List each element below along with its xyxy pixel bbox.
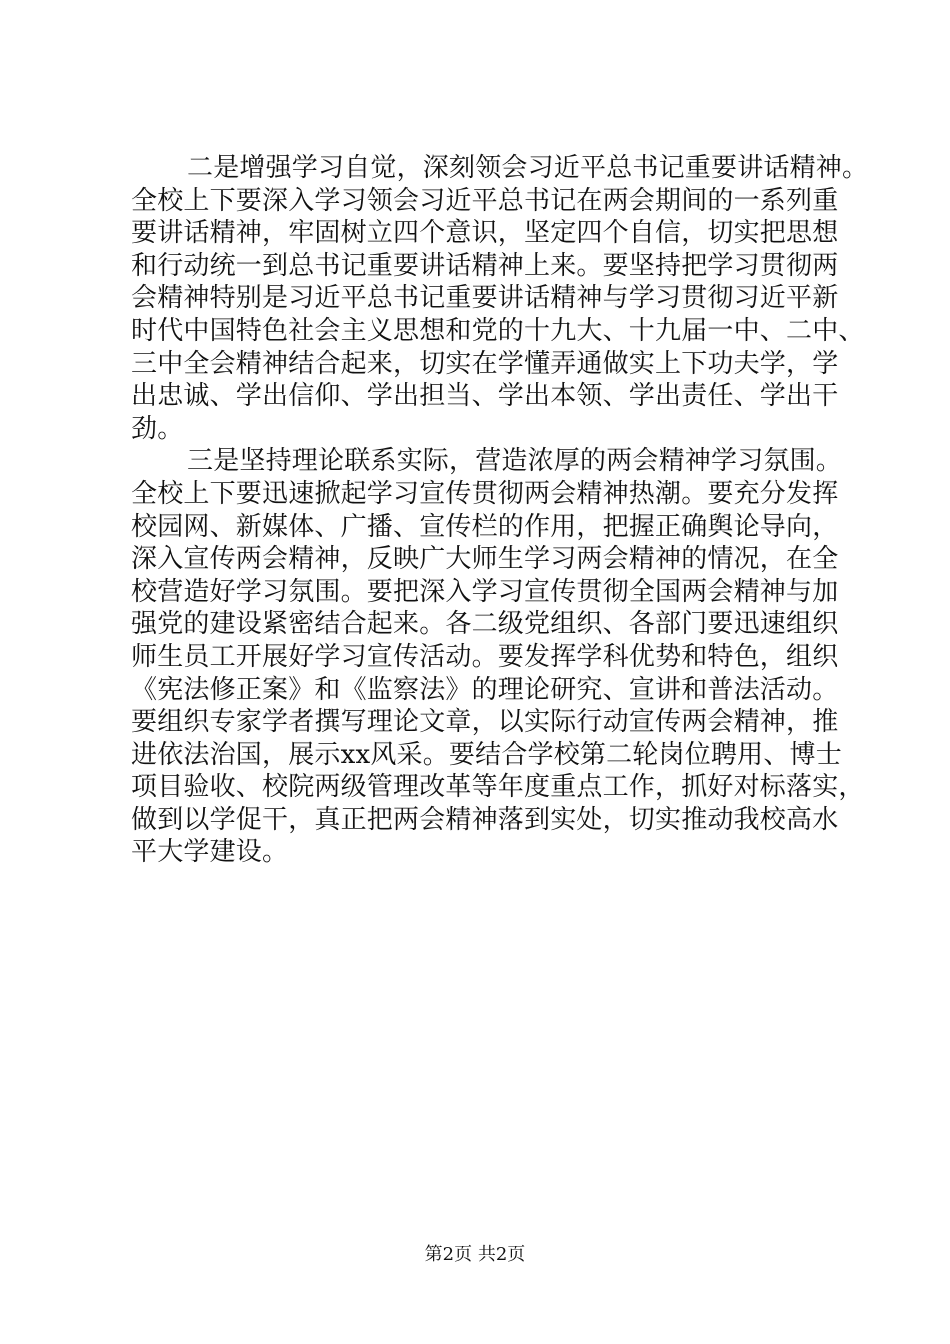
- paragraph-line: 校园网、新媒体、广播、宣传栏的作用，把握正确舆论导向，: [131, 511, 839, 542]
- document-body: [131, 152, 869, 869]
- page-number-footer: 第2页 共2页: [424, 1244, 526, 1265]
- paragraph-line: 要组织专家学者撰写理论文章，以实际行动宣传两会精神，推: [131, 707, 839, 738]
- paragraph-line: 校营造好学习氛围。要把深入学习宣传贯彻全国两会精神与加: [131, 576, 839, 607]
- paragraph-line: 三是坚持理论联系实际，营造浓厚的两会精神学习氛围。: [187, 446, 843, 477]
- paragraph-line: 时代中国特色社会主义思想和党的十九大、十九届一中、二中、: [131, 315, 865, 346]
- paragraph-line: 劲。: [131, 413, 184, 444]
- paragraph-line: 要讲话精神，牢固树立四个意识，坚定四个自信，切实把思想: [131, 218, 839, 249]
- paragraph-line: 平大学建设。: [131, 837, 289, 868]
- paragraph-line: 师生员工开展好学习宣传活动。要发挥学科优势和特色，组织: [131, 641, 839, 672]
- paragraph-line: 二是增强学习自觉，深刻领会习近平总书记重要讲话精神。: [187, 153, 869, 183]
- paragraph-line: 做到以学促干，真正把两会精神落到实处，切实推动我校高水: [131, 804, 839, 835]
- paragraph-line: 《宪法修正案》和《监察法》的理论研究、宣讲和普法活动。: [131, 674, 839, 705]
- paragraph-line: 深入宣传两会精神，反映广大师生学习两会精神的情况，在全: [131, 544, 839, 575]
- paragraph-line: 会精神特别是习近平总书记重要讲话精神与学习贯彻习近平新: [131, 283, 839, 314]
- paragraph-line: 项目验收、校院两级管理改革等年度重点工作，抓好对标落实，: [131, 772, 865, 803]
- paragraph-line: 进依法治国，展示xx风采。要结合学校第二轮岗位聘用、博士: [131, 739, 842, 770]
- paragraph-line: 全校上下要迅速掀起学习宣传贯彻两会精神热潮。要充分发挥: [131, 478, 839, 509]
- paragraph-line: 出忠诚、学出信仰、学出担当、学出本领、学出责任、学出干: [131, 381, 839, 412]
- paragraph-1: [131, 152, 869, 445]
- paragraph-line: 和行动统一到总书记重要讲话精神上来。要坚持把学习贯彻两: [131, 250, 839, 281]
- paragraph-line: 全校上下要深入学习领会习近平总书记在两会期间的一系列重: [131, 185, 839, 216]
- paragraph-line: 强党的建设紧密结合起来。各二级党组织、各部门要迅速组织: [131, 609, 839, 640]
- paragraph-line: 三中全会精神结合起来，切实在学懂弄通做实上下功夫学，学: [131, 348, 839, 379]
- paragraph-2: [131, 445, 865, 869]
